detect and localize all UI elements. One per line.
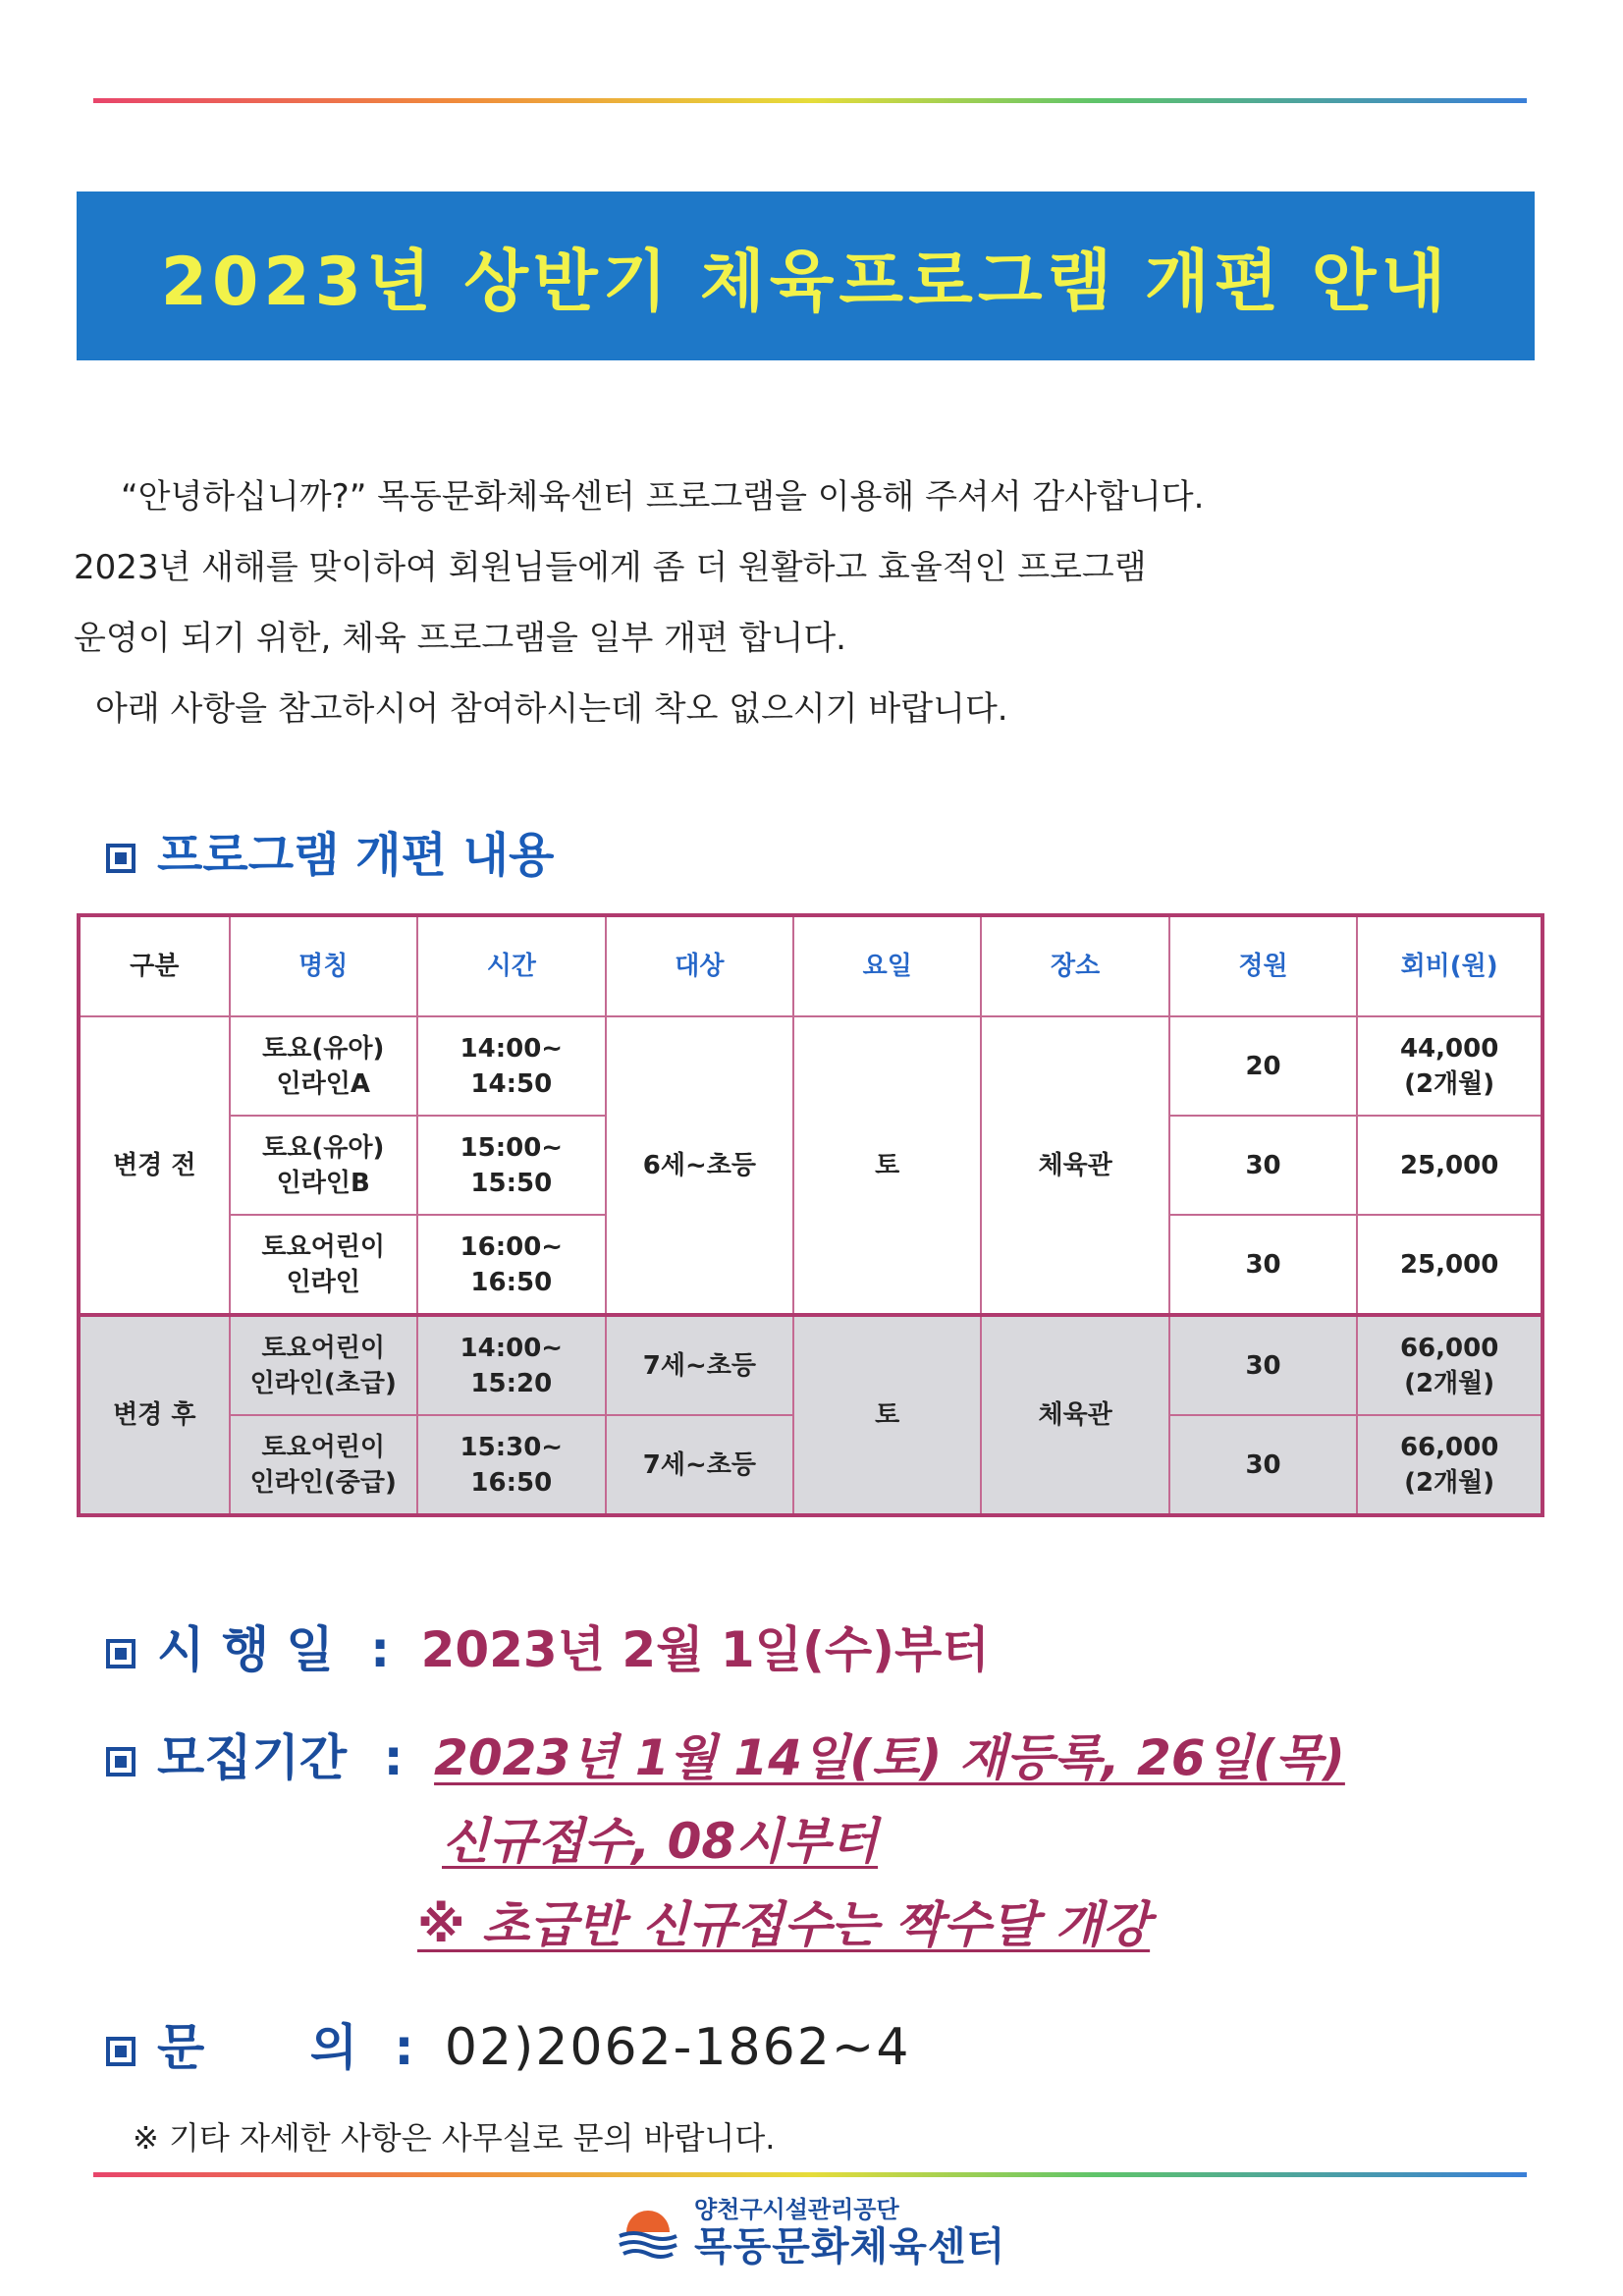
header-division: 구분 <box>79 915 230 1016</box>
program-target: 6세~초등 <box>606 1016 793 1315</box>
program-fee: 25,000 <box>1357 1215 1542 1315</box>
program-name: 토요(유아) 인라인A <box>230 1016 417 1116</box>
section-title: 프로그램 개편 내용 <box>157 828 555 883</box>
inquiry <box>106 2008 910 2079</box>
program-place: 체육관 <box>981 1016 1168 1315</box>
intro-text <box>74 462 1546 744</box>
section-heading <box>106 817 554 885</box>
division-after: 변경 후 <box>79 1315 230 1515</box>
header-target: 대상 <box>606 915 793 1016</box>
table-header-row <box>79 915 1542 1016</box>
footer-center: 목동문화체육센터 <box>694 2224 1006 2269</box>
program-target: 7세~초등 <box>606 1415 793 1515</box>
intro-line-3: 운영이 되기 위한, 체육 프로그램을 일부 개편 합니다. <box>74 619 846 658</box>
program-place: 체육관 <box>981 1315 1168 1515</box>
program-time: 14:00~ 14:50 <box>417 1016 606 1116</box>
table-row <box>79 1016 1542 1116</box>
program-capacity: 20 <box>1169 1016 1357 1116</box>
recruit-line-2: 신규접수, 08시부터 <box>442 1813 879 1870</box>
program-day: 토 <box>793 1016 981 1315</box>
effective-date <box>106 1611 990 1681</box>
program-table <box>77 913 1544 1517</box>
program-fee: 66,000 (2개월) <box>1357 1415 1542 1515</box>
program-fee: 44,000 (2개월) <box>1357 1016 1542 1116</box>
inquiry-colon: : <box>394 2019 414 2076</box>
recruit-period <box>106 1719 1345 1789</box>
header-place: 장소 <box>981 915 1168 1016</box>
program-time: 14:00~ 15:20 <box>417 1315 606 1415</box>
program-time: 15:30~ 16:50 <box>417 1415 606 1515</box>
effective-value: 2023년 2월 1일(수)부터 <box>420 1621 990 1678</box>
intro-line-2: 2023년 새해를 맞이하여 회원님들에게 좀 더 원활하고 효율적인 프로그램 <box>74 548 1147 587</box>
square-bullet-icon <box>106 1639 135 1668</box>
square-bullet-icon <box>106 1747 135 1777</box>
program-time: 16:00~ 16:50 <box>417 1215 606 1315</box>
square-bullet-icon <box>106 844 135 873</box>
program-name: 토요어린이 인라인(초급) <box>230 1315 417 1415</box>
program-name: 토요어린이 인라인 <box>230 1215 417 1315</box>
bottom-rainbow-divider <box>93 2172 1527 2177</box>
table-row <box>79 1315 1542 1415</box>
header-capacity: 정원 <box>1169 915 1357 1016</box>
recruit-line-3: ※ 초급반 신규접수는 짝수달 개강 <box>417 1896 1151 1953</box>
footer-org: 양천구시설관리공단 <box>694 2196 899 2223</box>
inquiry-phone: 02)2062-1862~4 <box>444 2018 911 2077</box>
program-name: 토요(유아) 인라인B <box>230 1116 417 1215</box>
page-title: 2023년 상반기 체육프로그램 개편 안내 <box>160 243 1451 321</box>
recruit-line-1: 2023년 1월 14일(토) 재등록, 26일(목) <box>434 1729 1345 1786</box>
intro-line-1: “안녕하십니까?” 목동문화체육센터 프로그램을 이용해 주셔서 감사합니다. <box>121 477 1205 517</box>
recruit-label: 모집기간 <box>157 1729 348 1786</box>
title-banner <box>77 191 1535 360</box>
sunrise-wave-logo-icon <box>614 2203 682 2262</box>
footer-logo <box>614 2195 1005 2269</box>
intro-line-4: 아래 사항을 참고하시어 참여하시는데 착오 없으시기 바랍니다. <box>95 689 1008 729</box>
effective-colon: : <box>370 1621 391 1678</box>
program-capacity: 30 <box>1169 1415 1357 1515</box>
inquiry-label-a: 문 <box>157 2019 205 2076</box>
inquiry-label-b: 의 <box>309 2019 358 2076</box>
program-fee: 66,000 (2개월) <box>1357 1315 1542 1415</box>
program-time: 15:00~ 15:50 <box>417 1116 606 1215</box>
header-fee: 회비(원) <box>1357 915 1542 1016</box>
top-rainbow-divider <box>93 98 1527 103</box>
program-capacity: 30 <box>1169 1215 1357 1315</box>
recruit-colon: : <box>383 1729 404 1786</box>
effective-label: 시 행 일 <box>157 1621 334 1678</box>
program-name: 토요어린이 인라인(중급) <box>230 1415 417 1515</box>
header-name: 명칭 <box>230 915 417 1016</box>
header-time: 시간 <box>417 915 606 1016</box>
square-bullet-icon <box>106 2037 135 2066</box>
program-capacity: 30 <box>1169 1315 1357 1415</box>
footnote: ※ 기타 자세한 사항은 사무실로 문의 바랍니다. <box>133 2119 776 2157</box>
program-capacity: 30 <box>1169 1116 1357 1215</box>
header-day: 요일 <box>793 915 981 1016</box>
division-before: 변경 전 <box>79 1016 230 1315</box>
program-day: 토 <box>793 1315 981 1515</box>
program-fee: 25,000 <box>1357 1116 1542 1215</box>
program-target: 7세~초등 <box>606 1315 793 1415</box>
